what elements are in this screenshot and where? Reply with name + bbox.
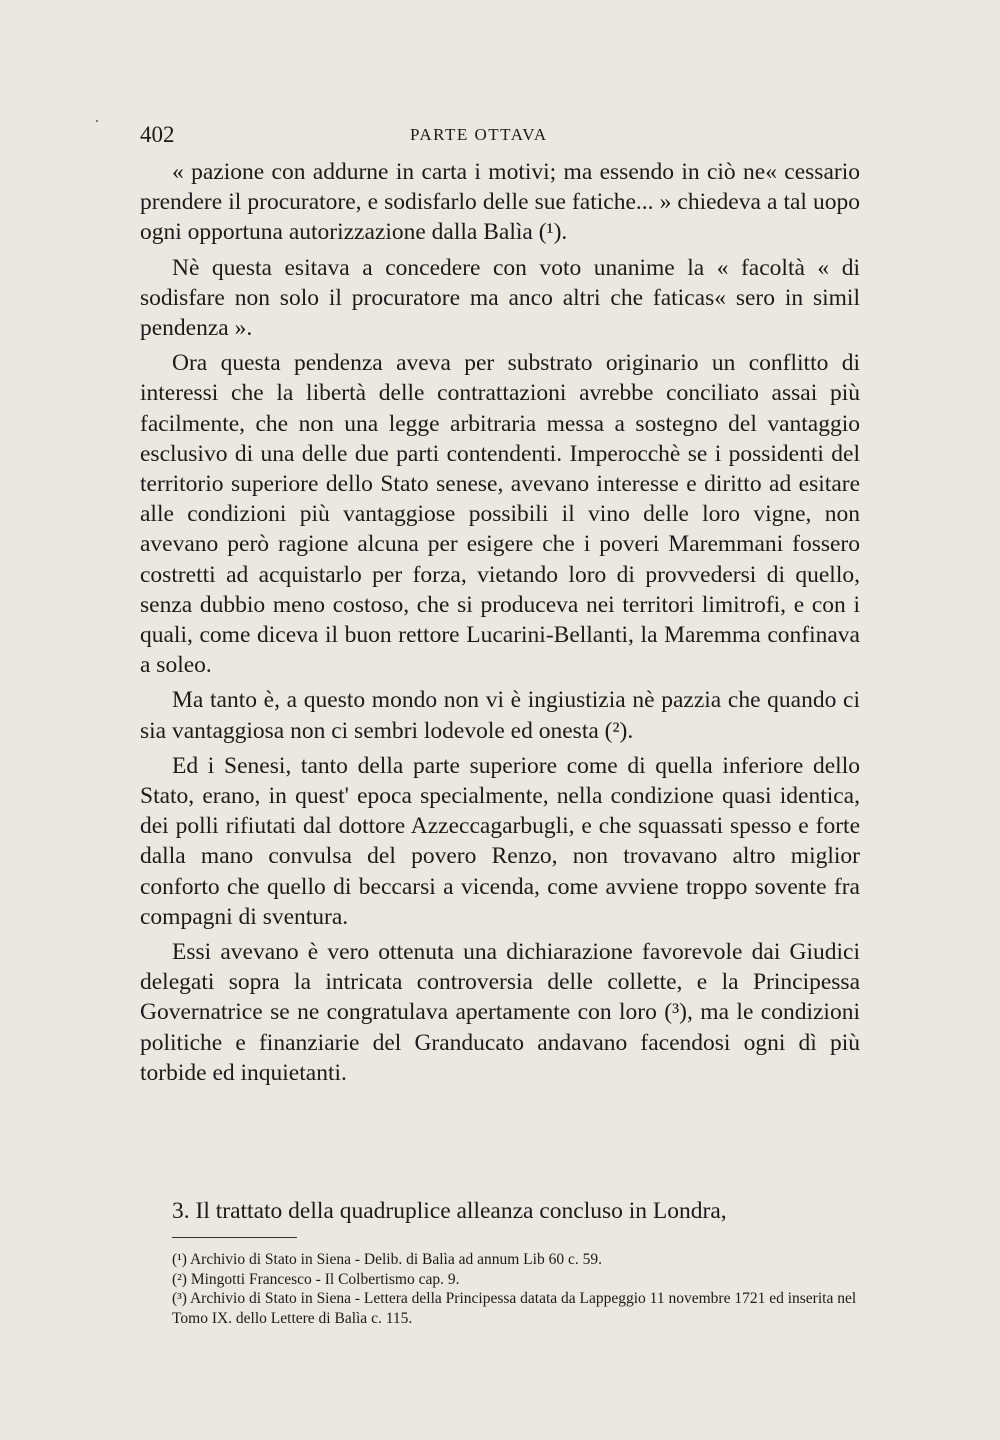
paper-speck <box>96 120 98 122</box>
paragraph-1: « pazione con addurne in carta i motivi; ma essendo in ciò ne« cessario prendere il procuratore, e sodisfarlo delle sue fatiche... » chiedeva a tal uopo ogni opportuna autorizzazione dalla Balìa (¹). <box>140 159 860 246</box>
footnote-3: (³) Archivio di Stato in Siena - Lettera della Principessa datata da Lappeggio 11 novembre 1721 ed inserita nel Tomo IX. dello Lettere di Balìa c. 115. <box>172 1290 857 1327</box>
paragraph-4: Ma tanto è, a questo mondo non vi è ingiustizia nè pazzia che quando ci sia vantaggiosa non ci sembri lodevole ed onesta (²). <box>140 687 860 744</box>
footnote-1: (¹) Archivio di Stato in Siena - Delib. di Balìa ad annum Lib 60 c. 59. <box>172 1251 602 1268</box>
section-3 <box>140 1196 860 1226</box>
paragraph-3: Ora questa pendenza aveva per substrato originario un conflitto di interessi che la libertà delle contrattazioni avrebbe conciliato assai più facilmente, che non una legge arbitraria messa a sostegno del vantaggio esclusivo di una delle due parti contendenti. Imperocchè se i possidenti del territorio superiore dello Stato senese, avevano interesse e diritto ad esitare alle condizioni più vantaggiose possibili il vino delle loro vigne, non avevano però ragione alcuna per esigere che i poveri Maremmani fossero costretti ad acquistarlo per forza, vietando loro di provvedersi di quello, senza dubbio meno costoso, che si produceva nei territori limitrofi, e con i quali, come diceva il buon rettore Lucarini-Bellanti, la Maremma confinava a soleo. <box>140 350 860 679</box>
footnote-2: (²) Mingotti Francesco - Il Colbertismo cap. 9. <box>172 1270 460 1288</box>
page-header <box>140 122 860 152</box>
paragraph-2: Nè questa esitava a concedere con voto unanime la « facoltà « di sodisfare non solo il procuratore ma anco altri che faticas« sero in simil pendenza ». <box>140 254 860 342</box>
footnotes <box>172 1250 862 1328</box>
page-number: 402 <box>140 122 175 147</box>
body-text <box>140 157 860 1088</box>
footnote-rule <box>172 1237 297 1238</box>
paragraph-5: Ed i Senesi, tanto della parte superiore come di quella inferiore dello Stato, erano, in quest' epoca specialmente, nella condizione quasi identica, dei polli rifiutati dal dottore Azzeccagarbugli, e che squassati spesso e forte dalla mano convulsa del povero Renzo, non trovavano altro miglior conforto che quello di beccarsi a vicenda, come avviene troppo sovente fra compagni di sventura. <box>140 752 860 930</box>
section-3-opening: 3. Il trattato della quadruplice alleanza concluso in Londra, <box>172 1198 727 1224</box>
running-head: PARTE OTTAVA <box>410 125 548 144</box>
paragraph-6: Essi avevano è vero ottenuta una dichiarazione favorevole dai Giudici delegati sopra la intricata controversia delle collette, e la Principessa Governatrice se ne congratulava apertamente con loro (³), ma le condizioni politiche e finanziarie del Granducato andavano facendosi ogni dì più torbide ed inquietanti. <box>140 939 860 1086</box>
